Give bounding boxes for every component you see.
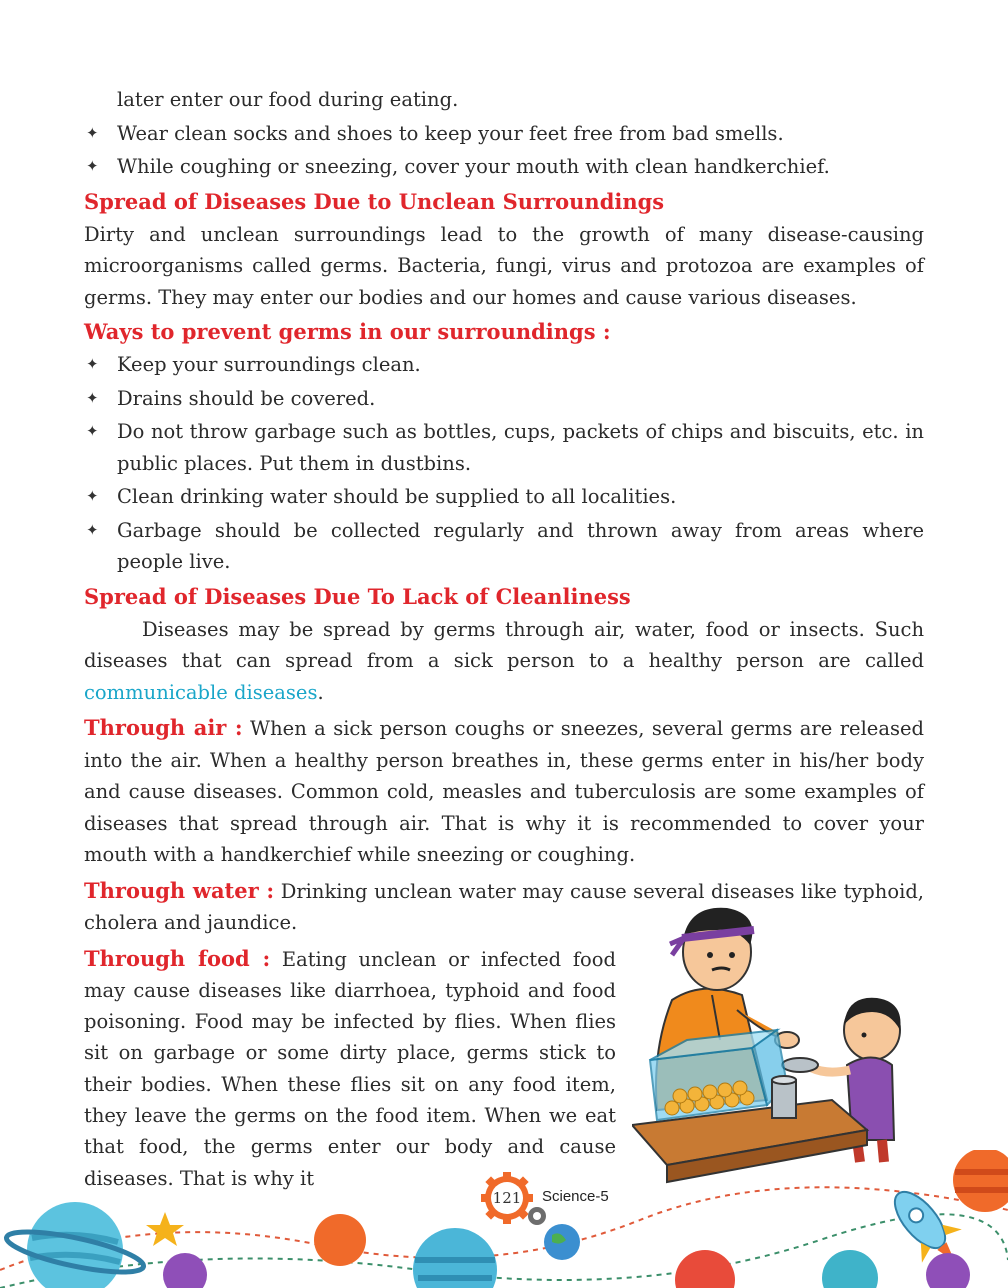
paragraph-through-water: Through water : Drinking unclean water may cause several diseases like typhoid, cholera and jaundice. — [84, 877, 925, 934]
heading-prevent-germs: Ways to prevent germs in our surroundings : — [84, 319, 611, 344]
bullet-item: ✦ Drains should be covered. — [84, 383, 924, 415]
four-point-star-icon: ✦ — [86, 157, 99, 175]
bullet-item: ✦ Clean drinking water should be supplied to all localities. — [84, 481, 924, 513]
paragraph-through-food: Through food : Eating unclean or infected food may cause diseases like diarrhoea, typhoid and food poisoning. Food may be infected by flies. When flies sit on garbage or some dirty place, germs stick to their bodies. When these flies sit on any food item, they leave the germs on the food item. When we eat that food, the germs enter our body and cause diseases. That is why it — [84, 945, 616, 1190]
four-point-star-icon: ✦ — [86, 520, 99, 539]
label-through-air: Through air : — [84, 715, 243, 740]
four-point-star-icon: ✦ — [86, 487, 99, 505]
paragraph-through-air: Through air : When a sick person coughs or sneezes, several germs are released into the air. When a healthy person breathes in, these germs enter in his/her body and cause diseases. Common cold, measles and tuberculosis are some examples of diseases that spread through air. That is why it is recommended to cover your mouth with a handkerchief while sneezing or coughing. — [84, 715, 925, 866]
bullet-item: ✦ While coughing or sneezing, cover your mouth with clean handkerchief. — [84, 151, 924, 183]
key-term-communicable-diseases: communicable diseases — [84, 680, 318, 704]
label-through-food: Through food : — [84, 945, 271, 971]
page-number: 121 — [492, 1189, 522, 1207]
bullet-item: ✦ Do not throw garbage such as bottles, cups, packets of chips and biscuits, etc. in public places. Put them in dustbins. — [84, 416, 924, 479]
bullet-item: ✦ Keep your surroundings clean. — [84, 349, 924, 381]
food-vendor-illustration — [632, 900, 922, 1185]
bullet-item: ✦ Wear clean socks and shoes to keep your feet free from bad smells. — [84, 118, 924, 150]
four-point-star-icon: ✦ — [86, 388, 99, 407]
book-name: Science-5 — [542, 1188, 609, 1205]
four-point-star-icon: ✦ — [86, 355, 99, 373]
bullet-item: ✦ Garbage should be collected regularly and thrown away from areas where people live. — [84, 515, 924, 578]
four-point-star-icon: ✦ — [86, 422, 99, 440]
paragraph-unclean-surroundings: Dirty and unclean surroundings lead to the growth of many disease-causing microorganisms called germs. Bacteria, fungi, virus and protozoa are examples of germs. They may enter our bodies and our homes and cause various diseases. — [84, 222, 924, 309]
heading-lack-of-cleanliness: Spread of Diseases Due To Lack of Cleanliness — [84, 583, 631, 609]
continuation-line: later enter our food during eating. — [117, 88, 459, 111]
label-through-water: Through water : — [84, 877, 275, 903]
four-point-star-icon: ✦ — [86, 123, 99, 142]
heading-unclean-surroundings: Spread of Diseases Due to Unclean Surroundings — [84, 188, 665, 214]
paragraph-communicable-intro: Diseases may be spread by germs through air, water, food or insects. Such diseases that can spread from a sick person to a healthy person are called communicable diseases. — [84, 617, 924, 704]
